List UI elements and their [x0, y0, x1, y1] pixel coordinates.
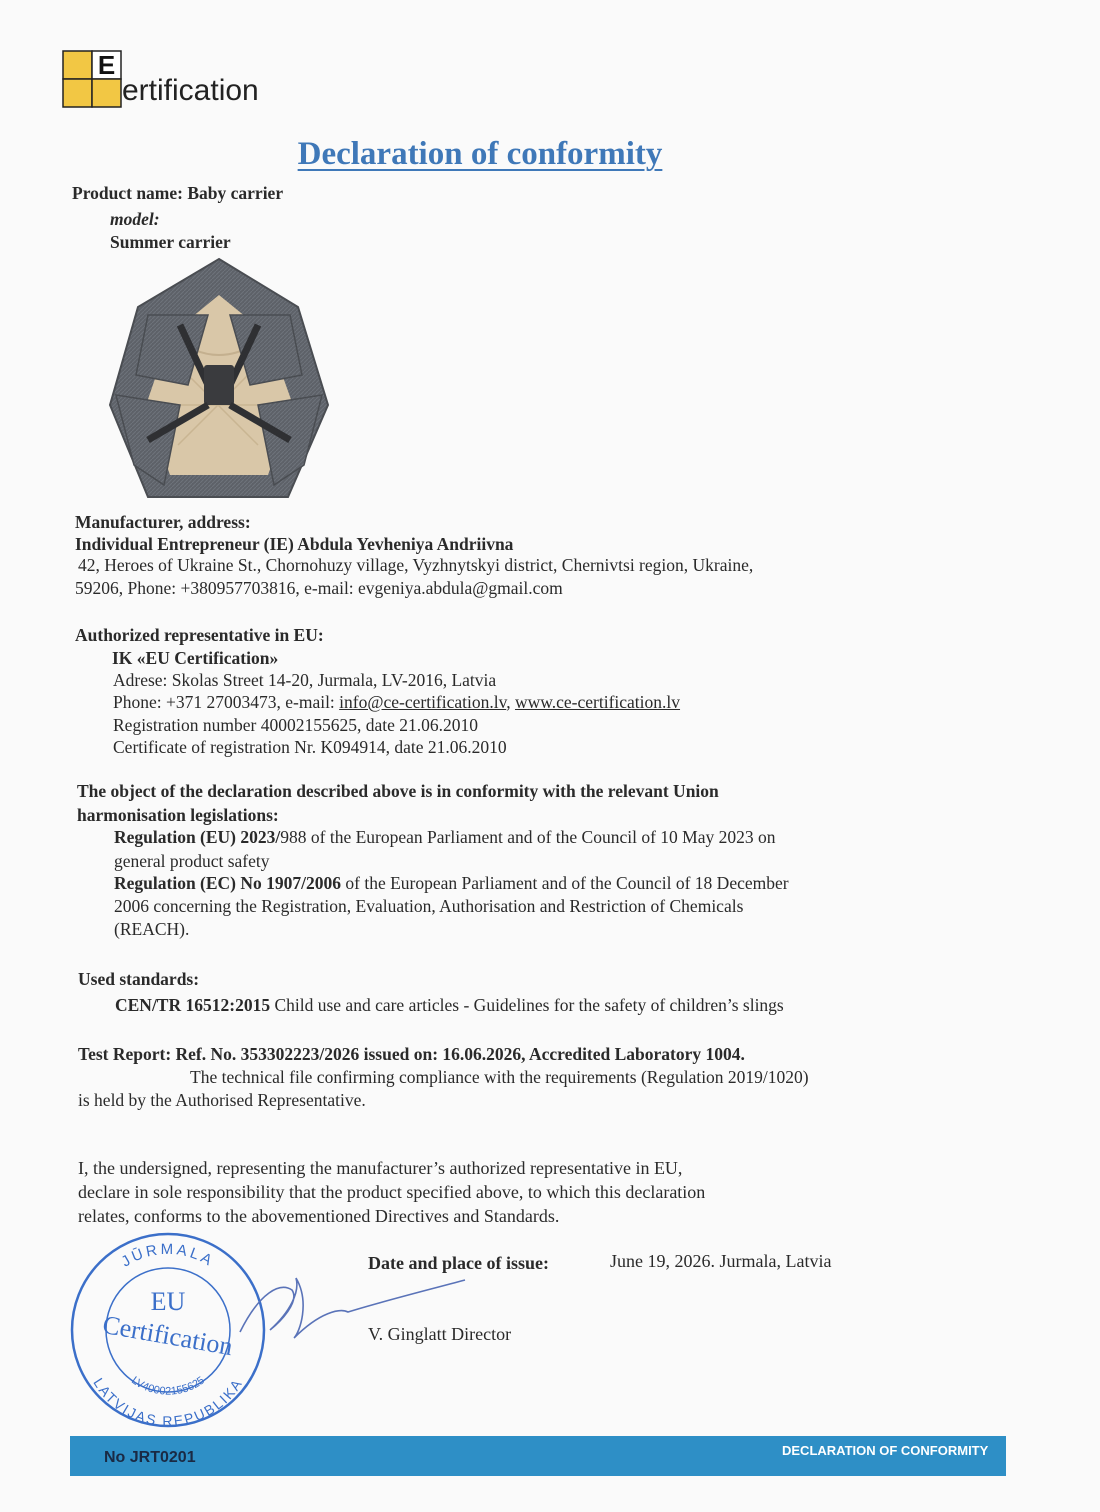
- footer-label: DECLARATION OF CONFORMITY: [782, 1443, 989, 1458]
- manufacturer-address-line1: 42, Heroes of Ukraine St., Chornohuzy village, Vyzhnytskyi district, Chernivtsi region, Ukraine,: [78, 555, 754, 575]
- model-label: model:: [110, 209, 160, 229]
- representative-phone: Phone: +371 27003473, e-mail:: [113, 692, 340, 712]
- representative-address: Adrese: Skolas Street 14-20, Jurmala, LV-2016, Latvia: [113, 670, 497, 690]
- svg-text:LV40002155625: [129, 1374, 207, 1397]
- regulation-2023-988: [114, 826, 776, 848]
- technical-file-line2: is held by the Authorised Representative.: [78, 1090, 366, 1110]
- regulation-1907-2006: [114, 872, 789, 894]
- test-report: Test Report: Ref. No. 353302223/2026 issued on: 16.06.2026, Accredited Laboratory 1004.: [78, 1044, 745, 1064]
- svg-text:JŪRMALA: [118, 1241, 217, 1271]
- regulation-1907-2006-line3: (REACH).: [114, 919, 190, 939]
- representative-contact: [113, 691, 680, 713]
- stamp-top-text: JŪRMALA: [118, 1240, 218, 1271]
- manufacturer-name: Individual Entrepreneur (IE) Abdula Yevheniya Andriivna: [75, 534, 514, 554]
- signatory: V. Ginglatt Director: [368, 1324, 512, 1344]
- representative-name: IK «EU Certification»: [112, 648, 279, 668]
- representative-email-link[interactable]: info@ce-certification.lv: [339, 692, 507, 712]
- registration-number: Registration number 40002155625, date 21.06.2010: [113, 715, 479, 735]
- stamp-certification: Certification: [100, 1309, 235, 1362]
- regulation-1907-2006-line2: 2006 concerning the Registration, Evaluation, Authorisation and Restriction of Chemicals: [114, 896, 744, 916]
- page-title: Declaration of conformity: [297, 136, 663, 172]
- declaration-line2: declare in sole responsibility that the product specified above, to which this declaration: [78, 1182, 706, 1202]
- representative-heading: Authorized representative in EU:: [75, 625, 324, 645]
- manufacturer-address-line2: 59206, Phone: +380957703816, e-mail: evgeniya.abdula@gmail.com: [75, 578, 563, 598]
- stamp-number: LV40002155625: [129, 1374, 207, 1398]
- declaration-line3: relates, conforms to the abovementioned Directives and Standards.: [78, 1206, 560, 1226]
- standards-heading: Used standards:: [78, 969, 200, 989]
- technical-file-line1: The technical file confirming compliance with the requirements (Regulation 2019/1020): [190, 1067, 809, 1087]
- svg-text:LATVIJAS REPUBLIKA: [90, 1375, 245, 1429]
- standard-desc: Child use and care articles - Guidelines for the safety of children’s slings: [270, 995, 784, 1015]
- product-name: Product name: Baby carrier: [72, 183, 284, 203]
- stamp-bottom-text: LATVIJAS REPUBLIKA: [90, 1375, 246, 1430]
- issue-value: June 19, 2026. Jurmala, Latvia: [610, 1251, 832, 1271]
- signature: [230, 1272, 480, 1344]
- logo-letter-e: E: [97, 50, 116, 80]
- regulation-2023-988-code: Regulation (EU) 2023/: [114, 827, 281, 847]
- standard-cen-tr-16512: [115, 994, 784, 1016]
- manufacturer-heading: Manufacturer, address:: [75, 512, 251, 532]
- regulation-2023-988-line2: general product safety: [114, 851, 270, 871]
- model-value: Summer carrier: [110, 232, 231, 252]
- declaration-line1: I, the undersigned, representing the manufacturer’s authorized representative in EU,: [78, 1158, 683, 1178]
- representative-website-link[interactable]: www.ce-certification.lv: [514, 692, 681, 712]
- regulation-2023-988-desc: 988 of the European Parliament and of the Council of 10 May 2023 on: [280, 827, 776, 847]
- regulation-1907-2006-desc: of the European Parliament and of the Council of 18 December: [341, 873, 789, 893]
- stamp-eu: EU: [150, 1287, 186, 1316]
- document-number: No JRT0201: [104, 1449, 196, 1466]
- conformity-statement-line1: The object of the declaration described above is in conformity with the relevant Union: [77, 781, 719, 801]
- contact-separator: ,: [506, 692, 515, 712]
- product-image: [108, 255, 330, 503]
- logo-wordmark: ertification: [122, 74, 259, 107]
- standard-code: CEN/TR 16512:2015: [115, 995, 271, 1015]
- conformity-statement-line2: harmonisation legislations:: [77, 805, 279, 825]
- ce-logo: [62, 50, 122, 108]
- certificate-number: Certificate of registration Nr. K094914, date 21.06.2010: [113, 737, 507, 757]
- issue-label: Date and place of issue:: [368, 1253, 549, 1273]
- regulation-1907-2006-code: Regulation (EC) No 1907/2006: [114, 873, 342, 893]
